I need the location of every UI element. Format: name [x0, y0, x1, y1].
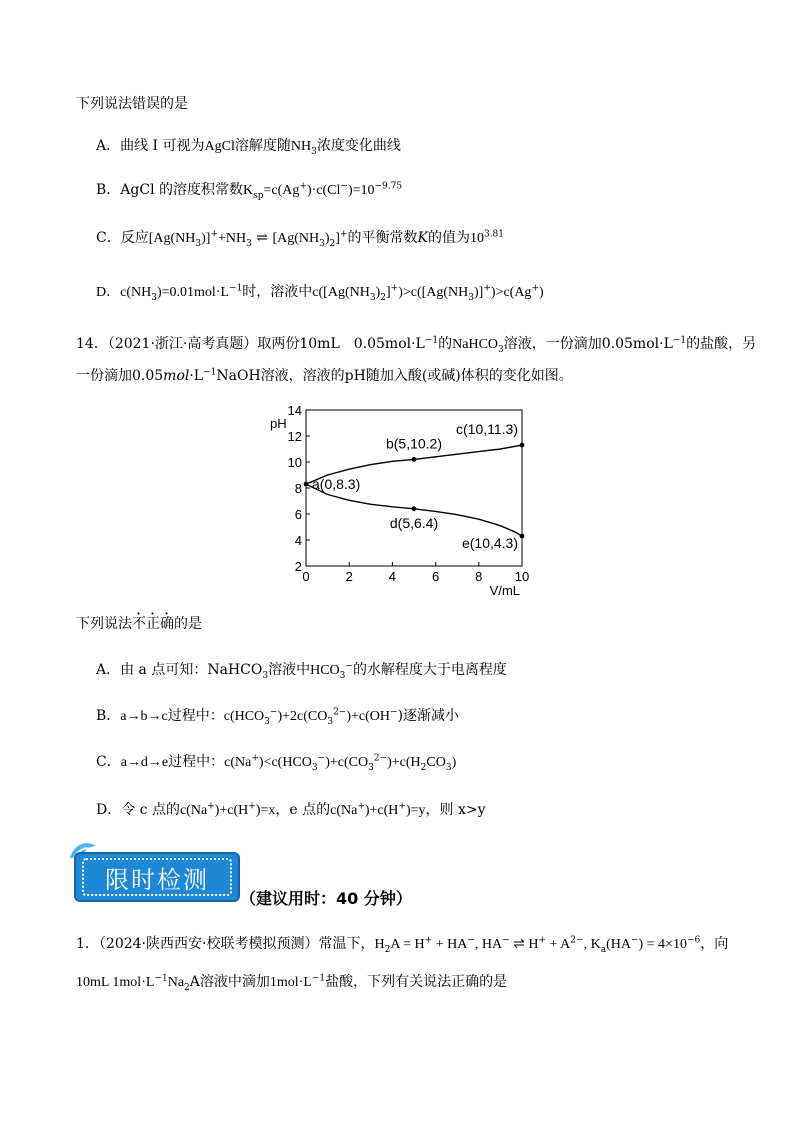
question-text: 1mol·L [269, 975, 312, 990]
q13-option-c[interactable] [96, 228, 504, 249]
option-text: D．令 c 点的 [96, 802, 180, 818]
superscript: − [502, 935, 510, 946]
chem-formula: ) [538, 285, 544, 300]
superscript: + [390, 283, 399, 294]
chem-formula: c([Ag(NH [312, 285, 370, 300]
number: 10 [469, 231, 484, 246]
question-13-prompt: 下列说法错误的是 [76, 96, 188, 112]
unit-italic: mol [163, 368, 190, 384]
subscript: 3 [327, 716, 334, 727]
question-text: 一份滴加0.05 [76, 368, 164, 384]
data-point [412, 506, 417, 511]
subscript: 2 [420, 762, 427, 773]
chem-formula: c(Na [330, 803, 358, 818]
chem-formula: HCO [310, 663, 340, 678]
chem-formula: [Ag(NH [148, 231, 196, 246]
chem-formula: )>c(Ag [490, 285, 532, 300]
chem-formula: + A [546, 937, 571, 952]
subscript: 3 [445, 762, 452, 773]
superscript: − [345, 661, 353, 672]
subscript: 2 [184, 982, 190, 993]
question-source: （2021·浙江·高考真题） [107, 336, 258, 352]
y-tick-label: 10 [287, 455, 302, 470]
emphasis-text [132, 616, 174, 632]
chem-formula: a→b→c [120, 709, 168, 724]
question-14-prompt [76, 614, 202, 634]
chem-formula: )<c(HCO [258, 755, 312, 770]
data-point-label: d(5,6.4) [389, 514, 439, 531]
superscript: + [483, 283, 491, 294]
question-number: 1． [76, 936, 99, 952]
x-axis-label: V/mL [489, 583, 520, 598]
question-text: 10mL 1mol·L [76, 975, 155, 990]
chem-formula: NaHCO [452, 337, 499, 352]
chem-formula: )>c([Ag(NH [398, 285, 469, 300]
option-text: 溶液中 [268, 662, 311, 678]
option-text: 浓度变化曲线 [316, 138, 401, 154]
superscript: − [467, 935, 475, 946]
chem-formula: c(Na [179, 803, 208, 818]
superscript: −6 [686, 935, 701, 946]
option-text: 的水解程度大于电离程度 [352, 662, 507, 678]
question-text: NaOH溶液，溶液的pH随加入酸(或碱)体积的变化如图。 [216, 368, 573, 384]
subscript: 3 [339, 670, 346, 681]
data-point-label: e(10,4.3) [461, 535, 518, 552]
superscript: 2− [333, 707, 347, 718]
data-point-label: a(0,8.3) [312, 476, 361, 493]
question-text: ，向 [700, 936, 729, 952]
chart-plot-layer [270, 403, 529, 598]
superscript: −1 [229, 283, 243, 294]
x-tick-label: 6 [431, 569, 440, 584]
question-number: 14． [76, 336, 108, 352]
chem-formula: )·c(Cl [306, 183, 341, 198]
chem-formula: K [243, 183, 254, 198]
emphasis-char: 确 [160, 616, 174, 632]
chem-formula: , HA [474, 937, 503, 952]
section-banner [74, 852, 240, 902]
question-text: 盐酸，下列有关说法正确的是 [325, 974, 508, 990]
option-text: 的值为 [427, 230, 470, 246]
superscript: + [210, 229, 218, 240]
superscript: 3.81 [483, 229, 505, 240]
chem-formula: + HA [432, 937, 468, 952]
chem-formula: AgCl [204, 139, 235, 154]
chem-formula: D．c(NH [96, 285, 152, 300]
superscript: + [357, 801, 365, 812]
x-tick-label: 0 [302, 569, 310, 584]
subscript: 3 [368, 762, 374, 773]
x-tick-label: 2 [345, 569, 353, 584]
equilibrium-arrow: ⇌ [251, 230, 273, 246]
y-tick-label: 4 [294, 533, 302, 548]
chem-formula: )+2c(CO [277, 709, 328, 724]
option-text: )逐渐减小 [397, 708, 460, 724]
superscript: + [424, 935, 433, 946]
chem-formula: CO [426, 755, 446, 770]
chem-formula: )+c(H [214, 803, 249, 818]
prompt-text: 下列说法 [76, 616, 132, 632]
chem-formula: )+c(H [364, 803, 399, 818]
chem-formula: c(Na [224, 755, 252, 770]
option-text: C．反应 [96, 230, 149, 246]
chem-formula: ) [375, 285, 381, 300]
variable: K [417, 230, 428, 246]
option-text: C． [96, 754, 121, 770]
superscript: − [390, 707, 398, 718]
chem-formula: A = H [390, 937, 425, 952]
subscript: 2 [380, 292, 386, 303]
chem-formula: )=10 [347, 183, 375, 198]
q14-option-c[interactable] [96, 752, 456, 773]
chem-formula: =c(Ag [263, 183, 300, 198]
data-point [520, 443, 525, 448]
subscript: 3 [319, 238, 325, 249]
data-point [520, 534, 525, 539]
subscript: 3 [498, 344, 504, 355]
ph-titration-chart [266, 398, 540, 600]
subscript: 3 [311, 146, 317, 157]
subscript: 3 [468, 292, 475, 303]
subscript: 3 [262, 670, 269, 681]
superscript: −9.75 [374, 181, 403, 192]
question-text: 的 [438, 336, 453, 352]
question-text: 取两份10mL 0.05mol·L [257, 336, 425, 352]
data-point [304, 482, 309, 487]
subscript: 3 [151, 292, 157, 303]
chem-formula: , K [583, 937, 601, 952]
superscript: + [299, 181, 307, 192]
question-text: 常温下， [318, 936, 375, 952]
q14-option-b[interactable] [96, 706, 459, 727]
superscript: − [630, 935, 639, 946]
option-text: 时，溶液中 [242, 284, 313, 300]
question-1-line-1 [76, 934, 728, 955]
superscript: −1 [203, 367, 217, 378]
superscript: + [207, 801, 215, 812]
subscript: 3 [246, 238, 252, 249]
y-tick-label: 6 [294, 507, 302, 522]
chem-formula: )+c(H [387, 755, 421, 770]
question-text: 的盐酸，另 [686, 336, 757, 352]
option-text: B．AgCl 的溶度积常数 [96, 182, 243, 198]
subscript: sp [253, 190, 264, 201]
chem-formula: ⇌ H [509, 937, 539, 952]
subscript: a [600, 944, 607, 955]
emphasis-char: 正 [146, 616, 160, 632]
q14-option-a[interactable] [96, 660, 507, 681]
chem-formula: )=x [255, 803, 276, 818]
question-text: A溶液中滴加 [189, 974, 270, 990]
section-title: 限时检测 [82, 858, 232, 896]
section-time-hint: （建议用时：40 分钟） [240, 889, 412, 908]
emphasis-char: 不 [132, 616, 146, 632]
y-axis-label: pH [270, 416, 287, 432]
question-14-line-1 [76, 334, 756, 355]
superscript: −1 [311, 973, 326, 984]
option-text: ，则 x>y [425, 802, 486, 818]
question-text: 溶液，一份滴加0.05mol·L [503, 336, 673, 352]
superscript: 2− [570, 935, 584, 946]
chem-formula: ) = 4×10 [638, 937, 687, 952]
superscript: − [269, 707, 278, 718]
option-text: ，e 点的 [275, 802, 331, 818]
y-tick-label: 8 [294, 481, 302, 496]
superscript: −1 [424, 335, 439, 346]
data-point-label: b(5,10.2) [385, 435, 443, 452]
chem-formula: NH [290, 139, 312, 154]
chem-formula: ] [335, 231, 340, 246]
chem-formula: +NH [217, 231, 247, 246]
chem-formula: )=0.01mol·L [156, 285, 230, 300]
subscript: 3 [195, 238, 202, 249]
question-14-line-2 [76, 366, 573, 386]
chem-formula: ) [324, 231, 330, 246]
superscript: −1 [154, 973, 168, 984]
chem-formula: [Ag(NH [272, 231, 320, 246]
option-text: 的平衡常数 [347, 230, 418, 246]
y-tick-label: 12 [287, 429, 302, 444]
superscript: −1 [672, 335, 687, 346]
data-point-label: c(10,11.3) [456, 421, 518, 438]
prompt-text: 的是 [174, 616, 202, 632]
x-tick-label: 4 [388, 569, 397, 584]
superscript: + [538, 935, 547, 946]
superscript: + [248, 801, 256, 812]
chem-formula: )] [474, 285, 484, 300]
superscript: + [251, 753, 259, 764]
chem-formula: (HA [606, 937, 631, 952]
y-tick-label: 2 [294, 559, 302, 574]
chem-formula: ] [385, 285, 391, 300]
question-source: （2024·陕西西安·校联考模拟预测） [98, 936, 319, 952]
chem-formula: )+c(OH [346, 709, 391, 724]
chem-formula: )] [201, 231, 211, 246]
chem-formula: a→d→e [120, 755, 169, 770]
chem-formula: Na [167, 975, 185, 990]
chem-formula: ) [451, 755, 457, 770]
q13-option-a[interactable] [96, 136, 401, 157]
option-text: 过程中： [167, 708, 224, 724]
chem-formula: H [374, 937, 385, 952]
q13-option-b[interactable] [96, 180, 402, 201]
subscript: 3 [369, 292, 376, 303]
subscript: 2 [384, 944, 391, 955]
superscript: + [398, 801, 406, 812]
q14-option-d[interactable] [96, 800, 486, 821]
x-tick-label: 8 [475, 569, 483, 584]
superscript: + [339, 229, 348, 240]
y-tick-label: 14 [287, 403, 302, 418]
superscript: 2− [373, 753, 388, 764]
superscript: + [531, 283, 539, 294]
subscript: 2 [329, 238, 336, 249]
chem-formula: c(HCO [223, 709, 265, 724]
x-tick-label: 10 [514, 569, 530, 584]
chem-formula: )=y [405, 803, 426, 818]
subscript: 3 [264, 716, 270, 727]
option-text: A．曲线 I 可视为 [96, 138, 205, 154]
option-text: 溶解度随 [234, 138, 291, 154]
data-point [412, 457, 417, 462]
superscript: − [317, 753, 326, 764]
question-1-line-2 [76, 972, 507, 993]
option-text: A．由 a 点可知：NaHCO [96, 662, 263, 678]
superscript: − [340, 181, 348, 192]
option-text: B． [96, 708, 121, 724]
chem-formula: )+c(CO [325, 755, 369, 770]
q13-option-d[interactable] [96, 282, 544, 303]
question-text: ·L [189, 368, 204, 384]
option-text: 过程中： [168, 754, 225, 770]
subscript: 3 [311, 762, 318, 773]
